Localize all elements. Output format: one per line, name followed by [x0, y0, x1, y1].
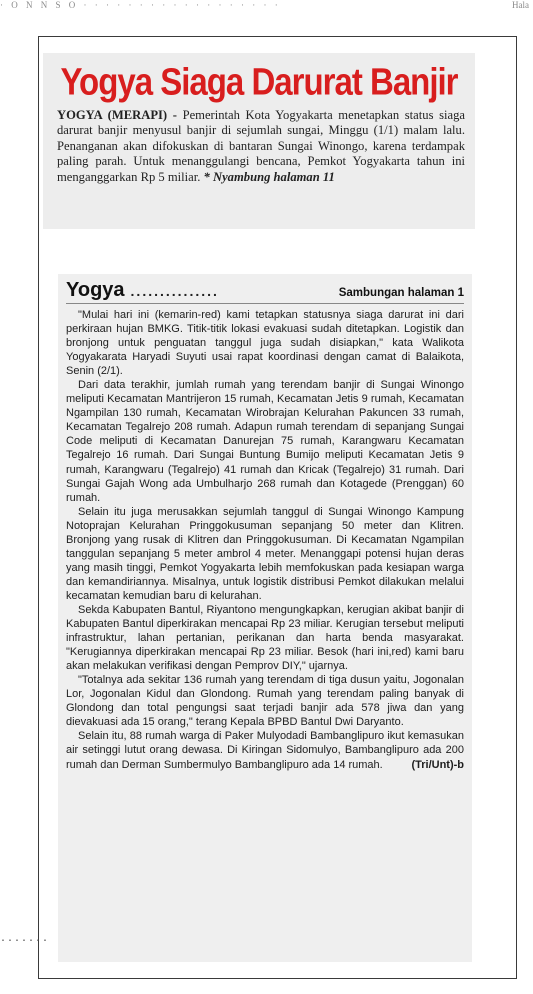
top-article-body: [57, 108, 465, 185]
main-article-body: [66, 308, 464, 772]
dateline-dots: ...............: [130, 283, 219, 299]
author-signature: (Tri/Unt)-b: [411, 758, 464, 771]
continuation-label: Sambungan halaman 1: [338, 287, 464, 299]
dateline-city: Yogya: [66, 279, 125, 301]
article-headline: Yogya Siaga Darurat Banjir: [60, 60, 458, 103]
article-paragraph: Selain itu juga merusakkan sejumlah tanggul di Sungai Winongo Kampung Notoprajan Kelurahan Pringgokusuman sepanjang 50 meter dan Klitren. Bronjong yang rusak di Klitren dan Pringgokusuman. Di Kecamatan Ngampilan tanggulan sepanjang 5 meter ambrol 4 meter. Menanggapi potensi hujan deras yang masih tinggi, Pemkot Yogyakarta lebih memfokuskan pada kesiapan warga dan kemandiriannya. Misalnya, untuk logistik distribusi Pemkot dilakukan melalui kecamatan kemudian baru di kelurahan.: [66, 505, 464, 602]
article-paragraph: Sekda Kabupaten Bantul, Riyantono mengungkapkan, kerugian akibat banjir di Kabupaten Bantul diperkirakan mencapai Rp 23 miliar. Kerugian tersebut meliputi infrastruktur, lahan pertanian, perikanan dan harta benda masyarakat. "Kerugiannya diperkirakan mencapai Rp 23 miliar. Besok (hari ini,red) kami baru akan melakukan verifikasi dengan Pemprov DIY," ujarnya.: [66, 603, 464, 673]
article-paragraph: Dari data terakhir, jumlah rumah yang terendam banjir di Sungai Winongo meliputi Kecamatan Mantrijeron 15 rumah, Kecamatan Jetis 9 rumah, Kecamatan Ngampilan 130 rumah, Kecamatan Wirobrajan Kelurahan Pakuncen 33 rumah, Kecamatan Tegalrejo 208 rumah. Adapun rumah terendam di sepanjang Sungai Code meliputi di Kecamatan Danurejan 75 rumah, Karangwaru Kecamatan Tegalrejo 16 rumah. Dari Sungai Buntung Bumijo meliputi Kecamatan Jetis 9 rumah, Karangwaru (Tegalrejo) 41 rumah dan Kricak (Tegalrejo) 31 rumah. Dari Sungai Gajah Wong ada Umbulharjo 268 rumah dan Kotagede (Prenggan) 60 rumah.: [66, 379, 464, 504]
top-article-text: Pemerintah Kota Yogyakarta menetapkan status siaga darurat banjir menyusul banjir di sejumlah sungai, Minggu (1/1) malam lalu. Penanganan akan difokuskan di bantaran Sungai Winongo, karena terdampak paling parah. Untuk menanggulangi bencana, Pemkot Yogyakarta tahun ini menganggarkan Rp 5 miliar.: [57, 108, 465, 184]
top-clipped-strip: [0, 0, 533, 12]
article-paragraph: "Mulai hari ini (kemarin-red) kami tetapkan statusnya siaga darurat ini dari perkiraan hujan BMKG. Titik-titik lokasi evakuasi sudah ditetapkan. Logistik dan bronjong untuk penguatan tanggul juga sudah disiapkan," kata Walikota Yogyakarata Haryadi Suyuti usai rapat koordinasi dengan camat di Balaikota, Senin (2/1).: [66, 309, 464, 378]
article-paragraph-last: [66, 729, 464, 771]
top-strip-right-text: Hala: [512, 0, 529, 10]
top-strip-text: · O N N S O · · · · · · · · · · · · · · · · · ·: [0, 0, 281, 10]
main-article-clipping: [58, 274, 472, 962]
last-paragraph-text: Selain itu, 88 rumah warga di Paker Mulyodadi Bambanglipuro ikut kemasukan air setinggi lutut orang dewasa. Di Kiringan Sidomulyo, Bambanglipuro ada 200 rumah dan Derman Sumbermulyo Bambanglipuro ada 14 rumah.: [66, 730, 464, 771]
article-paragraph: "Totalnya ada sekitar 136 rumah yang terendam di tiga dusun yaitu, Jogonalan Lor, Jogonalan Kidul dan Glondong. Rumah yang terendam paling banyak di Glondong dan total pengungsi saat terjadi banjir ada 578 jiwa dan yang dievakuasi ada 15 orang," terang Kepala BPBD Bantul Dwi Daryanto.: [66, 674, 464, 729]
continuation-dateline: [66, 279, 464, 304]
continuation-note: * Nyambung halaman 11: [203, 169, 335, 184]
top-article-clipping: [43, 53, 475, 229]
margin-dots: ·······: [0, 936, 50, 947]
article-byline: YOGYA (MERAPI) -: [57, 108, 177, 122]
